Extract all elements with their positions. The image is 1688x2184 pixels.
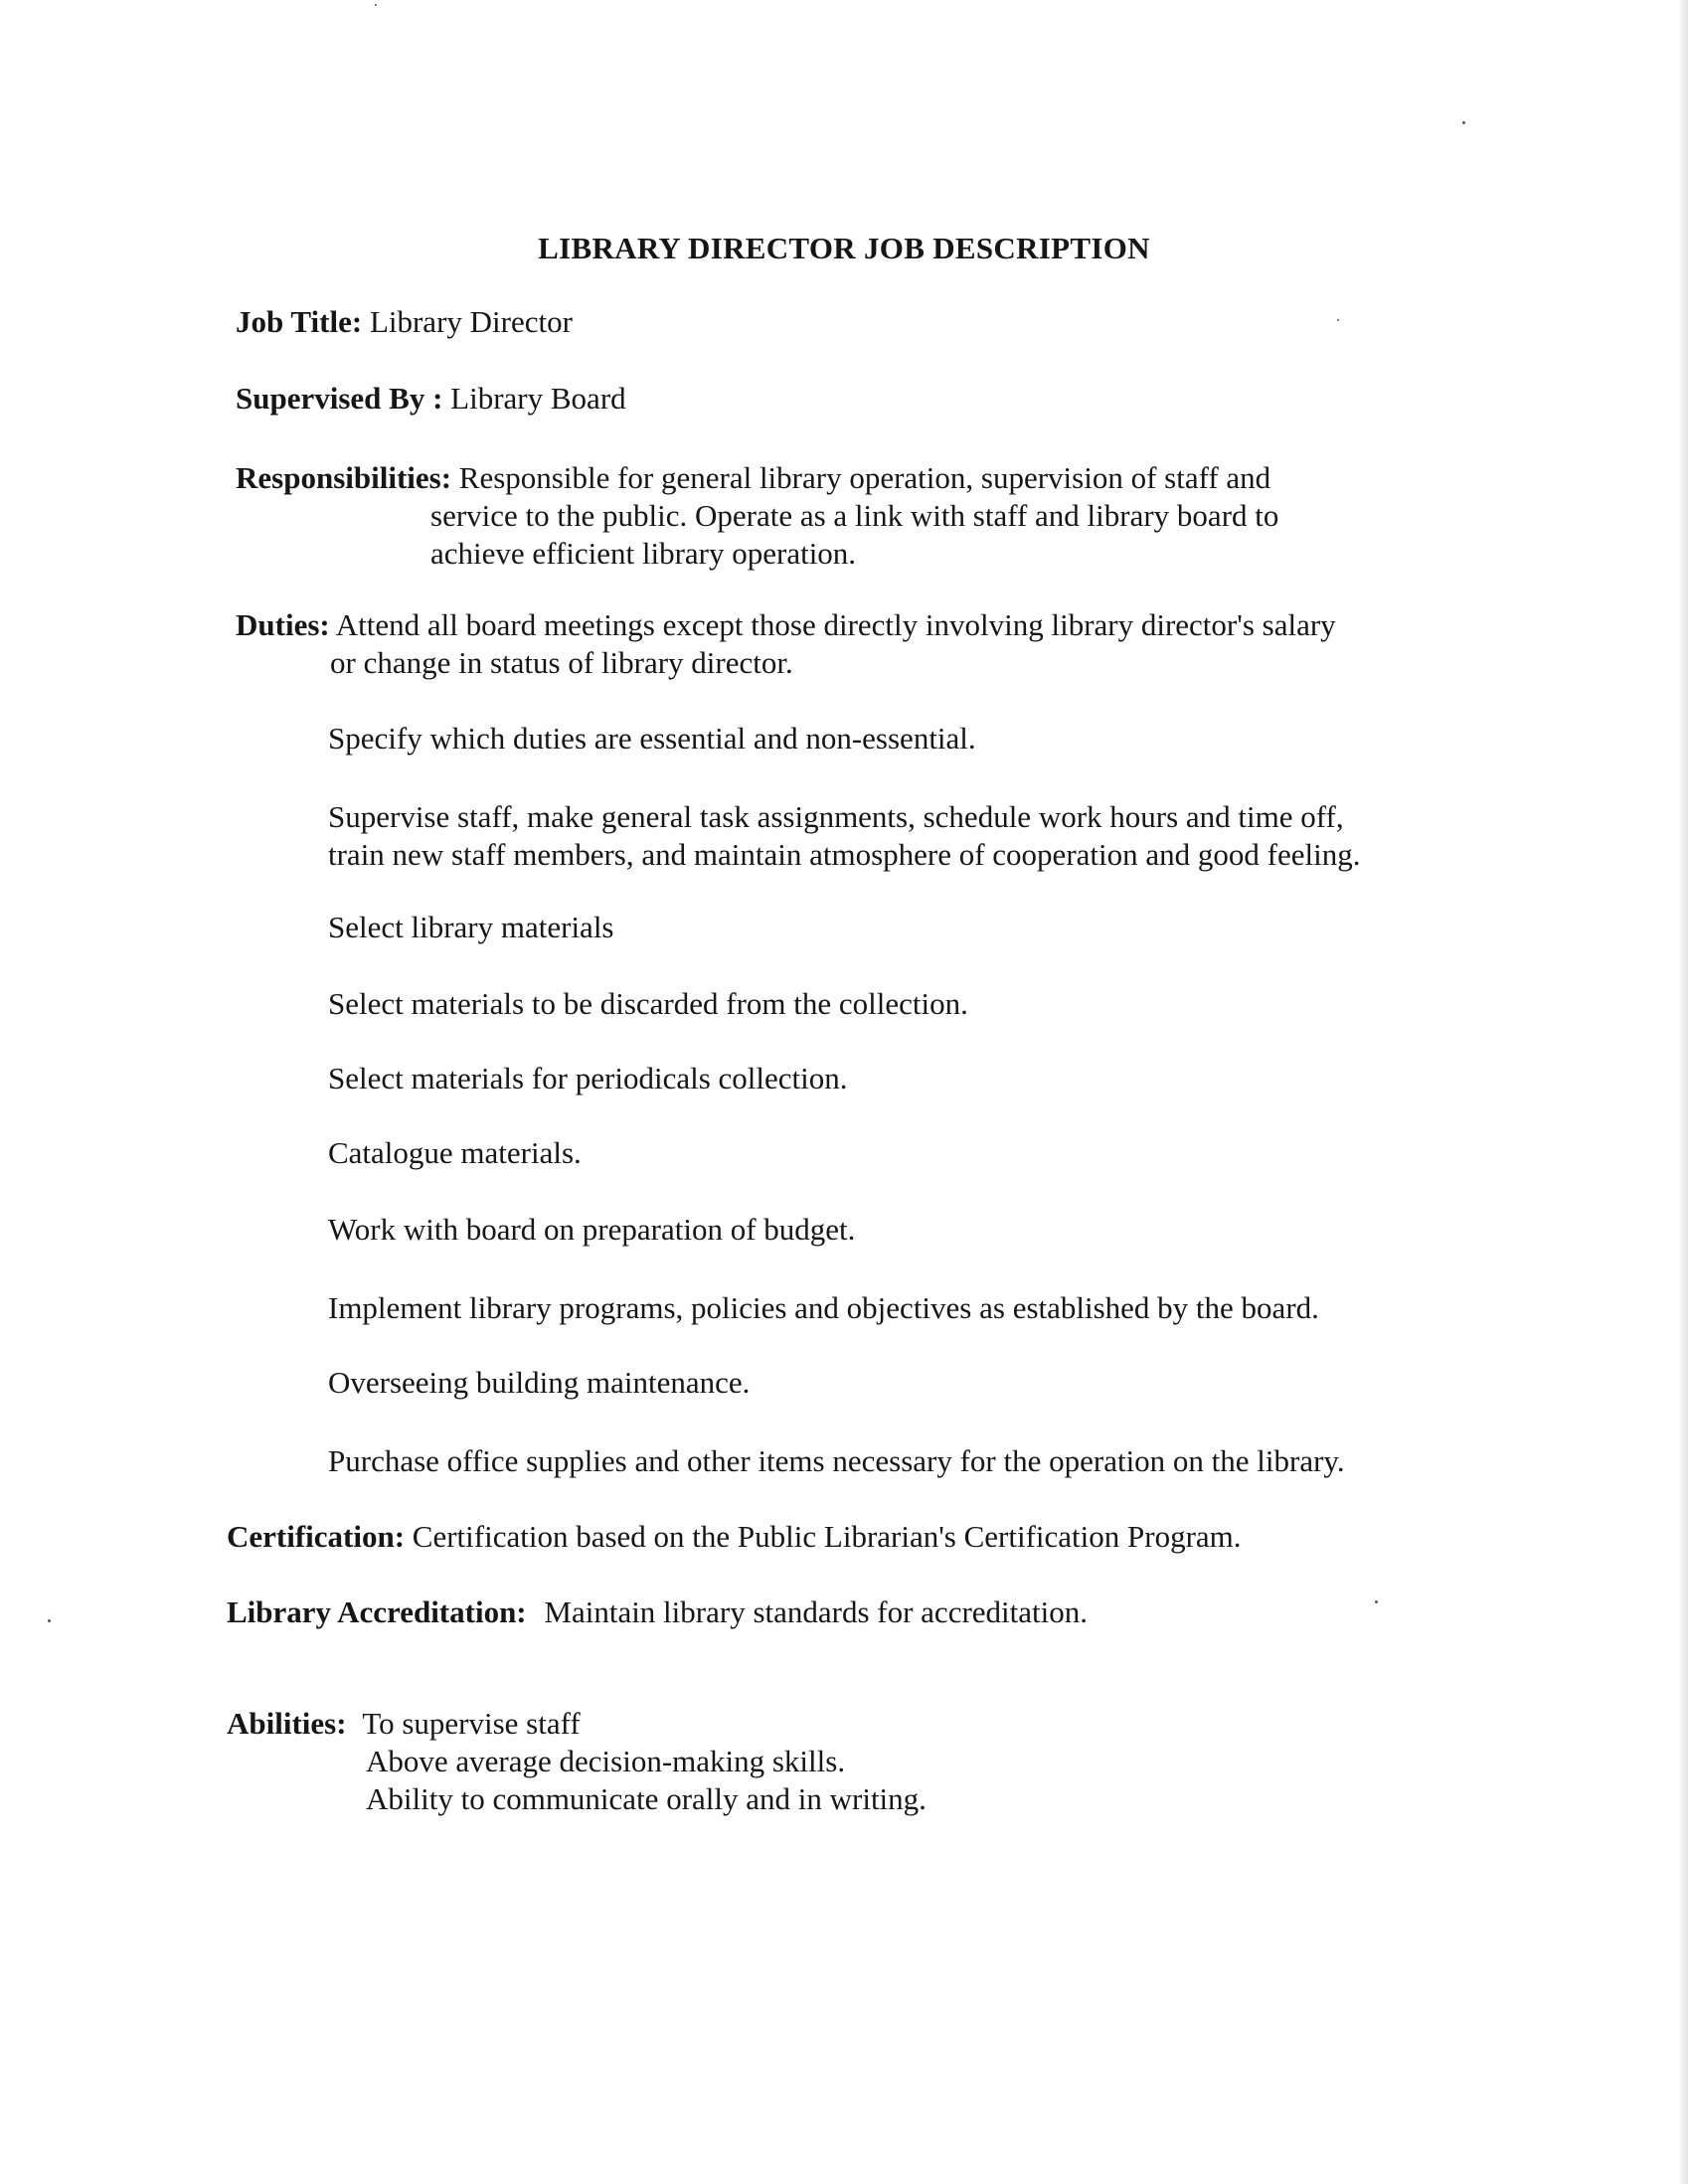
responsibilities-line-3: achieve efficient library operation. (430, 536, 857, 571)
duties-field (236, 606, 1336, 644)
duties-label: Duties: (236, 607, 330, 642)
duty-item-6: Select materials for periodicals collection. (328, 1061, 848, 1095)
duty-item-4: Select library materials (328, 910, 614, 944)
abilities-label: Abilities: (227, 1706, 347, 1741)
job-title-field (236, 303, 573, 341)
scan-speck (1375, 1600, 1378, 1603)
duty-item-8: Work with board on preparation of budget. (328, 1212, 856, 1247)
scan-edge-shadow (1678, 0, 1688, 2184)
certification-value: Certification based on the Public Librarian's Certification Program. (412, 1519, 1242, 1554)
scan-speck (1337, 319, 1339, 321)
abilities-line-1: To supervise staff (362, 1706, 581, 1741)
certification-field (227, 1518, 1242, 1556)
duty-item-9: Implement library programs, policies and objectives as established by the board. (328, 1290, 1319, 1325)
certification-label: Certification: (227, 1519, 406, 1554)
abilities-line-2: Above average decision-making skills. (366, 1744, 846, 1778)
abilities-field (227, 1705, 581, 1743)
supervised-by-label: Supervised By : (236, 381, 443, 416)
duty-item-1-line-1: Attend all board meetings except those directly involving library director's salary (335, 607, 1336, 642)
duty-item-3-line-1: Supervise staff, make general task assignments, schedule work hours and time off, (328, 799, 1344, 834)
scan-speck (1462, 121, 1465, 124)
duty-item-3-line-2: train new staff members, and maintain atmosphere of cooperation and good feeling. (328, 837, 1361, 872)
duty-item-2: Specify which duties are essential and non-essential. (328, 721, 976, 756)
supervised-by-field (236, 380, 626, 418)
duty-item-7: Catalogue materials. (328, 1135, 582, 1170)
duty-item-11: Purchase office supplies and other items necessary for the operation on the library. (328, 1443, 1345, 1478)
scan-speck (375, 4, 377, 6)
duty-item-1-line-2: or change in status of library director. (330, 645, 793, 680)
responsibilities-label: Responsibilities: (236, 460, 452, 495)
job-title-value: Library Director (369, 304, 573, 339)
job-title-label: Job Title: (236, 304, 363, 339)
library-accreditation-value: Maintain library standards for accreditation. (544, 1595, 1088, 1629)
responsibilities-line-2: service to the public. Operate as a link with staff and library board to (430, 498, 1279, 533)
document-title: LIBRARY DIRECTOR JOB DESCRIPTION (538, 231, 1150, 265)
duty-item-10: Overseeing building maintenance. (328, 1365, 751, 1400)
duty-item-5: Select materials to be discarded from the collection. (328, 986, 968, 1021)
abilities-line-3: Ability to communicate orally and in writing. (366, 1781, 927, 1816)
scan-speck (48, 1619, 51, 1622)
supervised-by-value: Library Board (450, 381, 626, 416)
library-accreditation-label: Library Accreditation: (227, 1595, 527, 1629)
responsibilities-line-1: Responsible for general library operation, supervision of staff and (458, 460, 1271, 495)
responsibilities-field (236, 459, 1270, 497)
library-accreditation-field (227, 1594, 1088, 1631)
